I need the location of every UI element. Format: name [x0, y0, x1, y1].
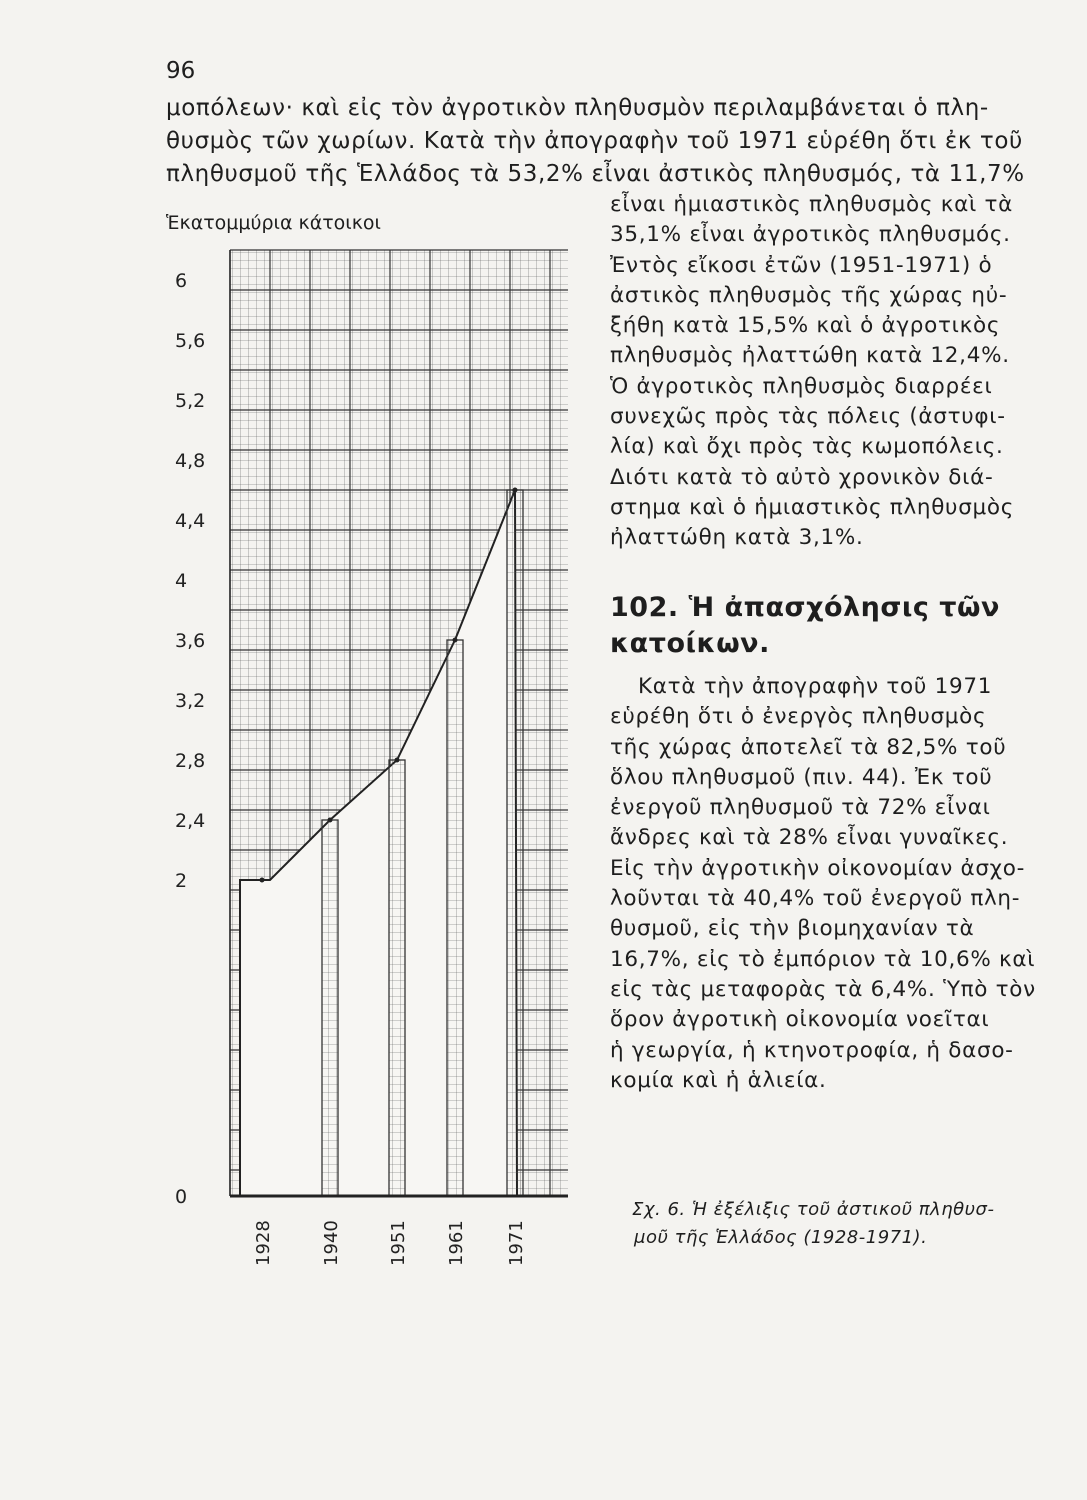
- census-year-column: [322, 820, 338, 1196]
- y-tick-label: 4,4: [175, 510, 206, 532]
- intro-paragraph: [166, 92, 1046, 191]
- text-line: ἀστικὸς πληθυσμὸς τῆς χώρας ηὐ-: [610, 282, 1008, 308]
- figure-caption: [632, 1196, 994, 1252]
- y-tick-label: 0: [175, 1186, 188, 1208]
- text-line: λοῦνται τὰ 40,4% τοῦ ἐνεργοῦ πλη-: [610, 886, 1021, 912]
- text-line: στημα καὶ ὁ ἡμιαστικὸς πληθυσμὸς: [610, 494, 1015, 520]
- caption-line: Σχ. 6. Ἡ ἐξέλιξις τοῦ ἀστικοῦ πληθυσ-: [632, 1199, 995, 1220]
- y-tick-label: 5,2: [175, 390, 206, 412]
- chart-y-axis-title: Ἑκατομμύρια κάτοικοι: [166, 212, 381, 234]
- text-line: εἰς τὰς μεταφορὰς τὰ 6,4%. Ὑπὸ τὸν: [610, 976, 1036, 1002]
- text-line: Ὁ ἀγροτικὸς πληθυσμὸς διαρρέει: [610, 373, 993, 399]
- text-line: 35,1% εἶναι ἀγροτικὸς πληθυσμός.: [610, 222, 1011, 248]
- text-line: εἶναι ἡμιαστικὸς πληθυσμὸς καὶ τὰ: [610, 192, 1014, 217]
- y-tick-label: 6: [175, 270, 188, 292]
- text-line: Εἰς τὴν ἀγροτικὴν οἰκονομίαν ἀσχο-: [610, 855, 1026, 881]
- x-tick-label: 1971: [506, 1220, 527, 1266]
- text-line: ὅλου πληθυσμοῦ (πιν. 44). Ἐκ τοῦ: [610, 764, 993, 790]
- text-line: πληθυσμὸς ἠλαττώθη κατὰ 12,4%.: [610, 343, 1010, 369]
- text-line: πληθυσμοῦ τῆς Ἑλλάδος τὰ 53,2% εἶναι ἀστικὸς πληθυσμός, τὰ 11,7%: [166, 161, 1025, 187]
- x-tick-label: 1928: [253, 1220, 274, 1266]
- text-line: θυσμοῦ, εἰς τὴν βιομηχανίαν τὰ: [610, 916, 975, 942]
- text-line: τῆς χώρας ἀποτελεῖ τὰ 82,5% τοῦ: [610, 734, 1007, 760]
- page-number: 96: [166, 58, 196, 84]
- x-tick-label: 1961: [446, 1220, 467, 1266]
- section-heading: [610, 590, 1050, 662]
- text-line: λία) καὶ ὄχι πρὸς τὰς κωμοπόλεις.: [610, 434, 1004, 460]
- right-column-text: [610, 190, 1050, 554]
- data-point: [328, 818, 333, 823]
- text-line: Διότι κατὰ τὸ αὐτὸ χρονικὸν διά-: [610, 464, 994, 490]
- heading-line: κατοίκων.: [610, 628, 770, 659]
- text-line: ἄνδρες καὶ τὰ 28% εἶναι γυναῖκες.: [610, 825, 1009, 851]
- data-point: [513, 488, 518, 493]
- text-line: ἠλαττώθη κατὰ 3,1%.: [610, 525, 864, 551]
- text-line: ἐνεργοῦ πληθυσμοῦ τὰ 72% εἶναι: [610, 795, 991, 821]
- text-line: ξήθη κατὰ 15,5% καὶ ὁ ἀγροτικὸς: [610, 313, 1001, 339]
- text-line: ἡ γεωργία, ἡ κτηνοτροφία, ἡ δασο-: [610, 1037, 1014, 1063]
- data-point: [260, 878, 265, 883]
- y-tick-label: 3,2: [175, 690, 206, 712]
- y-tick-label: 2: [175, 870, 188, 892]
- text-line: Ἐντὸς εἴκοσι ἐτῶν (1951-1971) ὁ: [610, 252, 993, 278]
- caption-line: μοῦ τῆς Ἑλλάδος (1928-1971).: [634, 1227, 928, 1248]
- census-year-column: [389, 760, 405, 1196]
- text-line: συνεχῶς πρὸς τὰς πόλεις (ἀστυφι-: [610, 404, 1006, 430]
- text-line: μοπόλεων· καὶ εἰς τὸν ἀγροτικὸν πληθυσμὸν περιλαμβάνεται ὁ πλη-: [166, 95, 989, 121]
- text-line: εὑρέθη ὅτι ὁ ἐνεργὸς πληθυσμὸς: [610, 704, 987, 730]
- data-point: [395, 758, 400, 763]
- text-line: κομία καὶ ἡ ἁλιεία.: [610, 1067, 827, 1093]
- text-line: ὅρον ἀγροτικὴ οἰκονομία νοεῖται: [610, 1007, 990, 1033]
- data-point: [453, 638, 458, 643]
- text-line: 16,7%, εἰς τὸ ἐμπόριον τὰ 10,6% καὶ: [610, 946, 1036, 972]
- y-tick-label: 4: [175, 570, 188, 592]
- population-chart: [0, 220, 610, 1300]
- census-year-column: [447, 640, 463, 1196]
- section-body: [610, 672, 1050, 1096]
- x-tick-label: 1940: [321, 1220, 342, 1266]
- y-tick-label: 2,8: [175, 750, 206, 772]
- y-tick-label: 5,6: [175, 330, 206, 352]
- text-line: Κατὰ τὴν ἀπογραφὴν τοῦ 1971: [638, 674, 993, 699]
- y-tick-label: 3,6: [175, 630, 206, 652]
- census-year-column: [507, 490, 523, 1196]
- y-tick-label: 4,8: [175, 450, 206, 472]
- x-tick-label: 1951: [388, 1220, 409, 1266]
- y-tick-label: 2,4: [175, 810, 206, 832]
- text-line: θυσμὸς τῶν χωρίων. Κατὰ τὴν ἀπογραφὴν τοῦ 1971 εὑρέθη ὅτι ἐκ τοῦ: [166, 128, 1023, 154]
- heading-line: 102. Ἡ ἀπασχόλησις τῶν: [610, 592, 1000, 623]
